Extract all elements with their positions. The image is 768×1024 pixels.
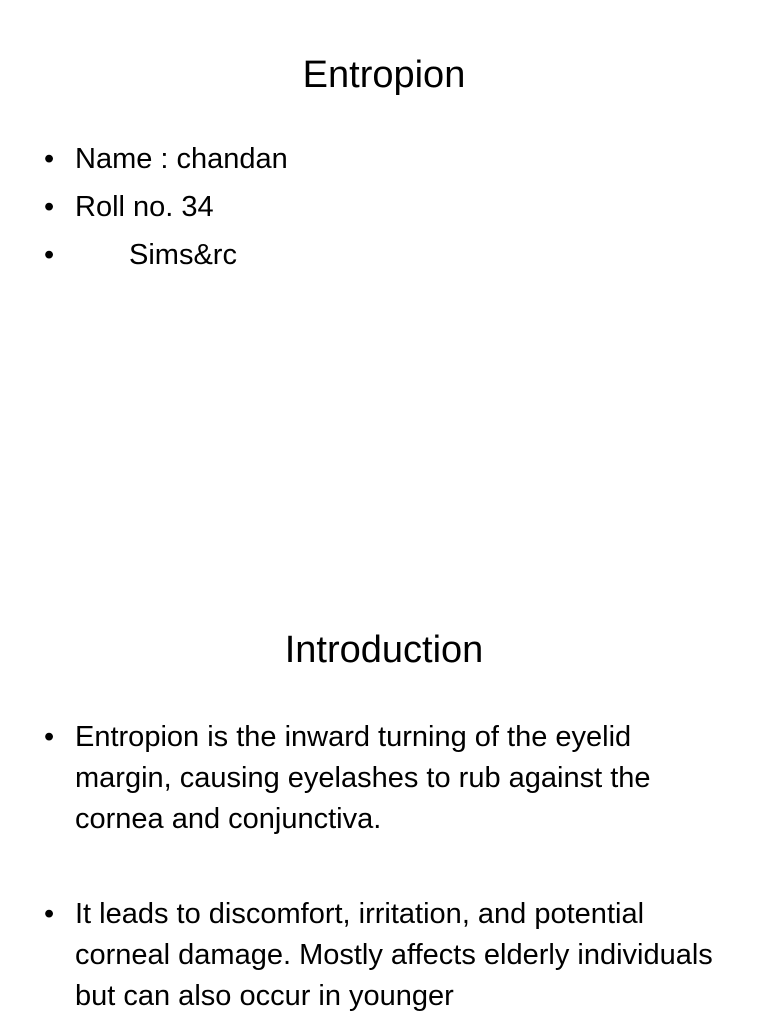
list-item — [0, 894, 768, 1017]
bullet-list — [0, 141, 768, 285]
bullet-text: Roll no. 34 — [75, 191, 214, 223]
list-item — [0, 141, 768, 177]
bullet-text: Sims&rc — [129, 239, 237, 271]
bullet-icon: • — [44, 191, 55, 223]
bullet-icon: • — [44, 143, 55, 175]
bullet-icon: • — [44, 721, 55, 753]
bullet-text: It leads to discomfort, irritation, and potential corneal damage. Mostly affects elderly individuals but can also occur in younger — [75, 898, 713, 1012]
slide-introduction — [0, 576, 768, 1024]
bullet-text: Entropion is the inward turning of the eyelid margin, causing eyelashes to rub against the cornea and conjunctiva. — [75, 721, 651, 835]
list-item — [0, 189, 768, 225]
bullet-list — [0, 717, 768, 1024]
list-item — [0, 717, 768, 840]
bullet-icon: • — [44, 898, 55, 930]
bullet-text: Name : chandan — [75, 143, 288, 175]
slide-title: Entropion — [302, 54, 466, 96]
slide-title: Introduction — [284, 629, 484, 671]
list-item — [0, 237, 768, 273]
bullet-icon: • — [44, 239, 55, 271]
